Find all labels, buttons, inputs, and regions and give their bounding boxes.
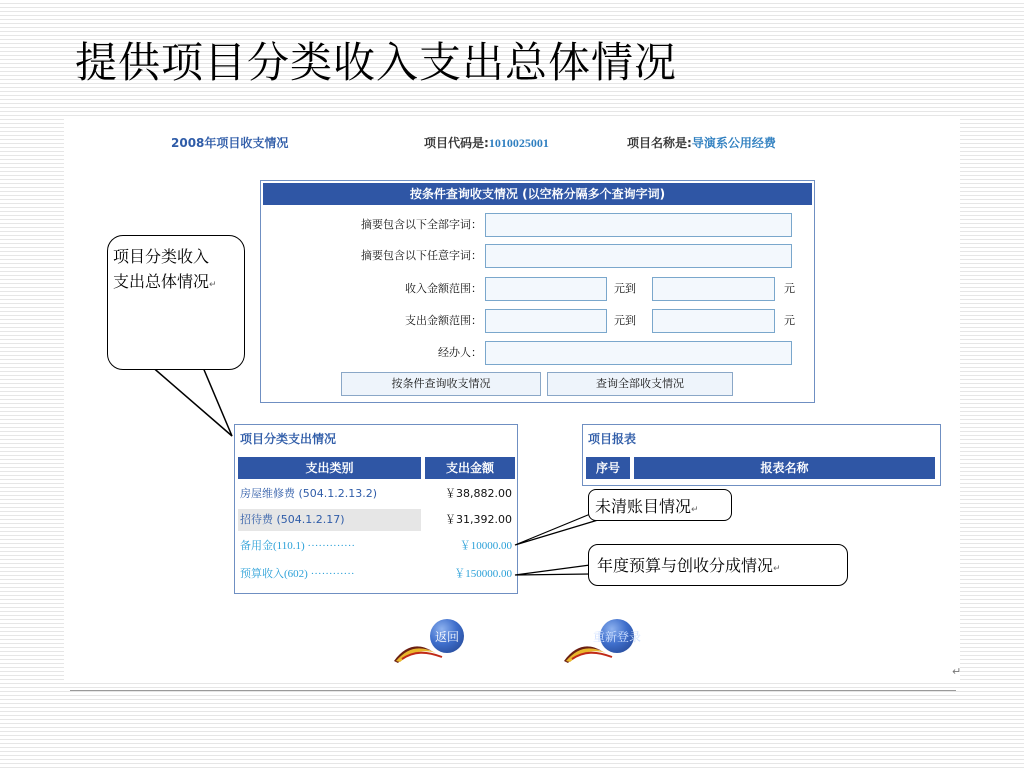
search-button[interactable]: 按条件查询收支情况	[341, 372, 541, 396]
all-words-label: 摘要包含以下全部字词：	[361, 218, 482, 231]
expense-range-label: 支出金额范围：	[405, 314, 482, 327]
any-words-label: 摘要包含以下任意字词：	[361, 249, 482, 262]
expense-category[interactable]: 招待费 (504.1.2.17)	[238, 509, 421, 531]
summary-callout-line1: 项目分类收入	[113, 247, 210, 266]
expense-yuan-label: 元	[784, 314, 795, 327]
query-panel-title: 按条件查询收支情况 (以空格分隔多个查询字词)	[263, 183, 812, 205]
back-label: 返回	[434, 630, 459, 644]
year-title: 2008年项目收支情况	[171, 136, 289, 150]
expense-category[interactable]: 房屋维修费 (504.1.2.13.2)	[240, 487, 378, 500]
income-yuan-label: 元	[784, 282, 795, 295]
footer-divider	[70, 690, 956, 691]
project-name-value: 导演系公用经费	[691, 136, 776, 150]
operator-label: 经办人：	[438, 346, 482, 359]
slide-title: 提供项目分类收入支出总体情况	[75, 38, 678, 87]
expense-amount[interactable]: ￥10000.00	[459, 540, 512, 552]
summary-callout	[107, 235, 245, 370]
column-header-amount: 支出金额	[425, 457, 515, 479]
expense-panel-title: 项目分类支出情况	[240, 432, 337, 446]
column-header-category: 支出类别	[238, 457, 421, 479]
expense-amount: ￥31,392.00	[445, 513, 512, 526]
column-header-report-name: 报表名称	[634, 457, 935, 479]
project-code-label: 项目代码是:	[424, 136, 489, 150]
income-range-label: 收入金额范围：	[405, 282, 482, 295]
income-to-label: 元到	[614, 282, 636, 295]
unsettled-callout	[588, 489, 732, 521]
column-header-index: 序号	[586, 457, 630, 479]
budget-callout-text: 年度预算与创收分成情况	[597, 556, 774, 575]
corner-mark: ↵	[952, 665, 962, 678]
expense-category[interactable]: 预算收入(602) ············	[240, 568, 355, 580]
return-mark-icon: ↵	[209, 280, 217, 290]
expense-category[interactable]: 备用金(110.1) ·············	[240, 540, 356, 552]
summary-callout-line2: 支出总体情况	[113, 272, 210, 291]
expense-amount: ￥38,882.00	[445, 487, 512, 500]
unsettled-callout-text: 未清账目情况	[595, 497, 692, 516]
return-mark-icon: ↵	[691, 505, 699, 515]
budget-callout	[588, 544, 848, 586]
project-code-value: 1010025001	[488, 136, 549, 150]
expense-amount[interactable]: ￥150000.00	[454, 568, 512, 580]
expense-to-label: 元到	[614, 314, 636, 327]
return-mark-icon: ↵	[773, 564, 781, 574]
query-all-button[interactable]: 查询全部收支情况	[547, 372, 733, 396]
project-name-label: 项目名称是:	[627, 136, 692, 150]
report-panel-title: 项目报表	[588, 432, 637, 446]
relogin-label: 重新登录	[592, 630, 641, 644]
